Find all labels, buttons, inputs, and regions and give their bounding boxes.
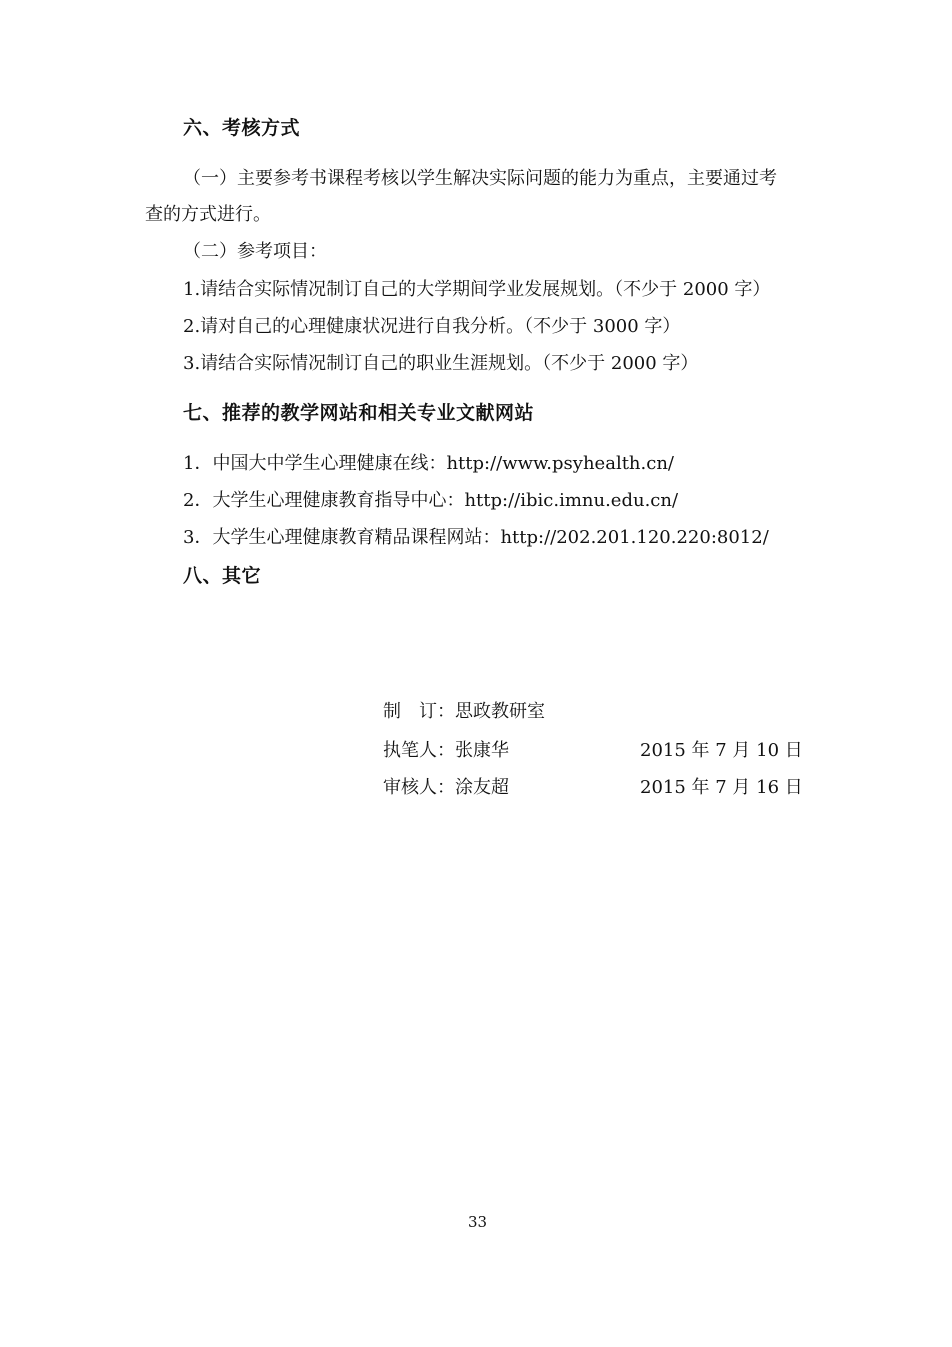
section-six-item-3: 3.请结合实际情况制订自己的职业生涯规划。（不少于 2000 字） [183, 353, 699, 374]
section-seven-item-1: 1．中国大中学生心理健康在线：http://www.psyhealth.cn/ [183, 453, 674, 474]
page-number: 33 [468, 1213, 488, 1231]
section-seven-item-2: 2．大学生心理健康教育指导中心：http://ibic.imnu.edu.cn/ [183, 490, 679, 511]
signoff-maker: 制 订：思政教研室 [383, 701, 545, 722]
section-six-paragraph-1-line-2: 查的方式进行。 [145, 204, 271, 225]
section-seven-item-3: 3．大学生心理健康教育精品课程网站：http://202.201.120.220:8012/ [183, 527, 769, 548]
signoff-reviewer: 审核人：涂友超 [383, 777, 509, 798]
section-six-paragraph-2: （二）参考项目： [183, 241, 327, 262]
section-eight-heading: 八、其它 [183, 565, 262, 587]
section-six-item-2: 2.请对自己的心理健康状况进行自我分析。（不少于 3000 字） [183, 316, 681, 337]
section-six-paragraph-1-line-1: （一）主要参考书课程考核以学生解决实际问题的能力为重点，主要通过考 [183, 168, 777, 189]
section-six-item-1: 1.请结合实际情况制订自己的大学期间学业发展规划。（不少于 2000 字） [183, 279, 771, 300]
signoff-writer: 执笔人：张康华 [383, 740, 509, 761]
signoff-reviewer-date: 2015 年 7 月 16 日 [640, 777, 803, 798]
section-seven-heading: 七、推荐的教学网站和相关专业文献网站 [183, 402, 535, 424]
section-six-heading: 六、考核方式 [183, 117, 301, 139]
signoff-writer-date: 2015 年 7 月 10 日 [640, 740, 803, 761]
